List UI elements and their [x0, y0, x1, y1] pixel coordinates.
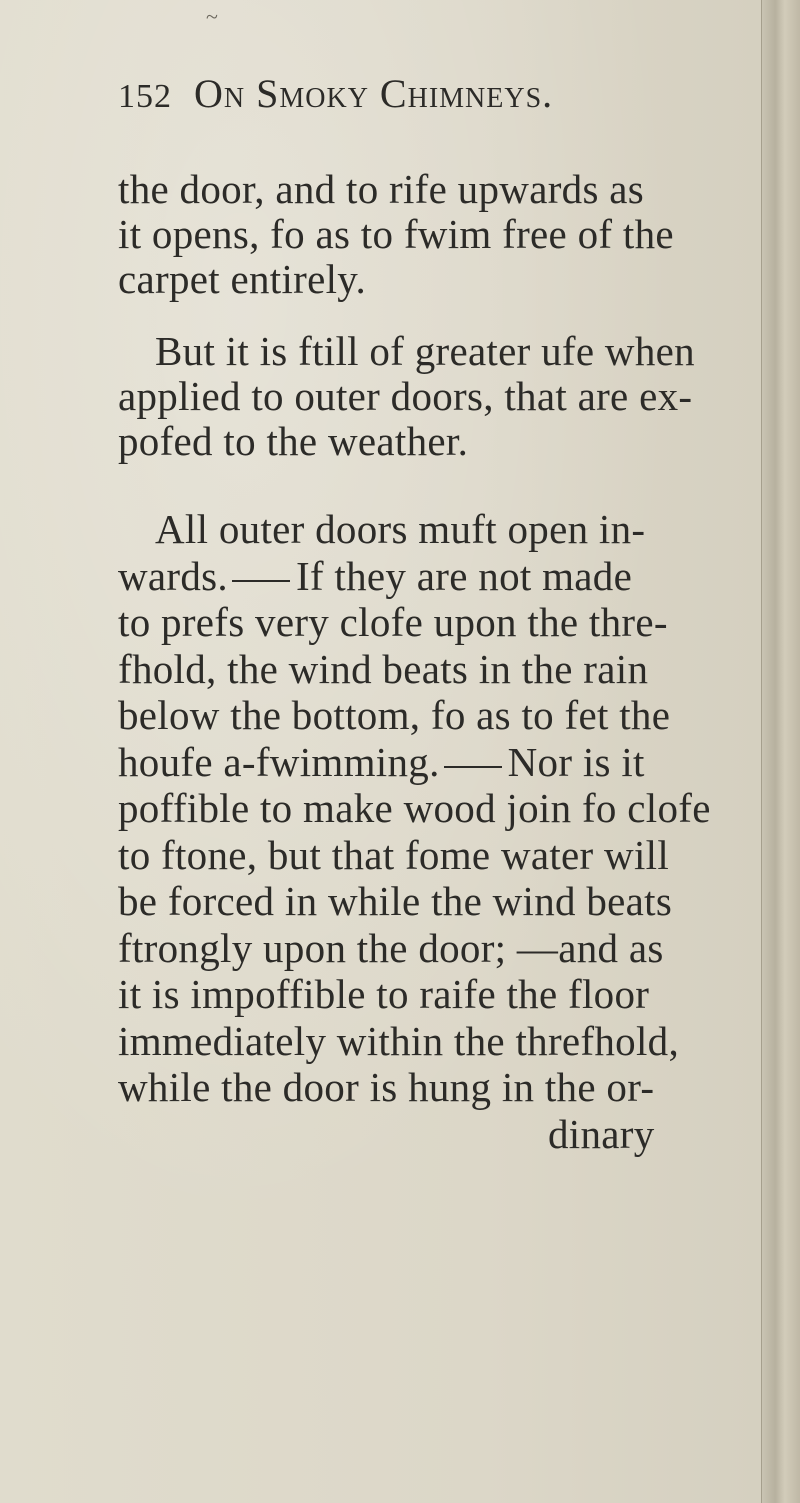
text-line: while the door is hung in the or- — [118, 1064, 655, 1110]
catchword: dinary — [548, 1111, 655, 1157]
text-line: to ftone, but that fome water will — [118, 832, 670, 878]
text-segment: Nor is it — [507, 739, 645, 785]
text-line: immediately within the threfhold, — [118, 1018, 679, 1064]
text-segment: wards. — [118, 553, 228, 599]
page-number: 152 — [118, 78, 172, 115]
text-segment: houfe a-fwimming. — [118, 739, 440, 785]
em-dash — [444, 766, 502, 768]
text-line: it opens, fo as to fwim free of the — [118, 211, 674, 257]
text-line: applied to outer doors, that are ex- — [118, 373, 693, 419]
text-line: ftrongly upon the door; —and as — [118, 925, 664, 971]
text-line: fhold, the wind beats in the rain — [118, 646, 649, 692]
text-line: be forced in while the wind beats — [118, 878, 673, 924]
running-head-title: On Smoky Chimneys. — [194, 71, 554, 116]
text-segment: If they are not made — [295, 553, 633, 599]
text-line: poffible to make wood join fo clofe — [118, 785, 711, 831]
text-line: carpet entirely. — [118, 256, 366, 302]
text-line — [118, 738, 645, 786]
text-line — [118, 552, 632, 600]
text-line: to prefs very clofe upon the thre- — [118, 599, 668, 645]
page-edge — [761, 0, 800, 1503]
text-line: the door, and to rife upwards as — [118, 166, 645, 212]
text-line: below the bottom, fo as to fet the — [118, 692, 671, 738]
em-dash — [232, 580, 290, 582]
text-line: pofed to the weather. — [118, 418, 469, 464]
running-header — [118, 70, 553, 117]
text-line: All outer doors muft open in- — [155, 506, 646, 552]
ink-mark: ~ — [206, 4, 218, 29]
text-line: it is impoffible to raife the floor — [118, 971, 650, 1017]
text-line: But it is ftill of greater ufe when — [155, 328, 695, 374]
